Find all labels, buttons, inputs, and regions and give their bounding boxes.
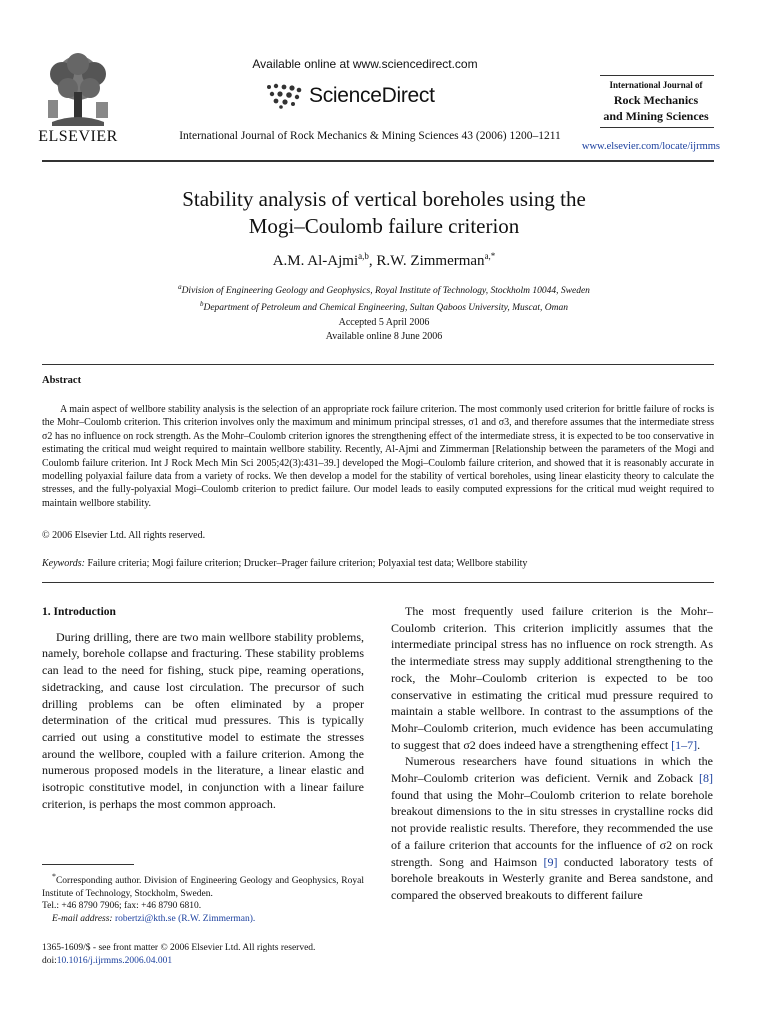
keywords-label: Keywords: — [42, 558, 85, 569]
affil-b-text: Department of Petroleum and Chemical Engineering, Sultan Qaboos University, Muscat, Oman — [203, 303, 569, 314]
abstract-top-rule — [42, 364, 714, 365]
author-1-affil: a,b — [358, 251, 369, 261]
footnote-tel: Tel.: +46 8790 7906; fax: +46 8790 6810. — [42, 901, 202, 912]
footnote-corresponding — [42, 871, 364, 900]
header-rule — [42, 160, 714, 162]
article-dates — [60, 316, 708, 344]
affiliation-b — [60, 298, 708, 315]
available-online-text: Available online at www.sciencedirect.com — [252, 57, 478, 71]
affil-b-mark: b — [199, 300, 204, 309]
journal-box — [592, 80, 720, 124]
abstract-text: A main aspect of wellbore stability analysis is the selection of an appropriate rock failure criterion. The most commonly used criterion for brittle failure of rocks is the Mohr–Coulomb criterion. This criterion involves only the maximum and minimum principal stresses, σ1 and σ3, and therefore assumes that the intermediate stress σ2 has no influence on rock strength. As the Mohr–Coulomb criterion ignores the strengthening effect of the intermediate stress, it is expected to be too conservative in estimating the critical mud weight required to maintain wellbore stability. Recently, Al-Ajmi and Zimmerman [Relationship between the parameters of the Mogi and Coulomb failure criterion. Int J Rock Mech Min Sci 2005;42(3):431–39.] developed the Mogi–Coulomb failure criterion, and showed that it is reasonably accurate in modelling polyaxial failure data from a variety of rocks. We then develop a model for the stability of vertical boreholes, using linear elasticity theory to calculate the stresses, and the fully-polyaxial Mogi–Coulomb criterion to predict failure. Our model leads to easily computed expressions for the critical mud weight required to maintain wellbore stability. — [42, 404, 714, 509]
para3-text-b: found that using the Mohr–Coulomb criterion to relate borehole breakout dimensions to the in situ stresses in crystalline rocks did not provide realistic results. Therefore, they recommended the use of a failure criterion that accounts for the influence of σ2 on rock strength. Song and Haimson — [391, 787, 713, 869]
reference-link-8[interactable]: [8] — [699, 771, 713, 786]
journal-name-line2: and Mining Sciences — [603, 109, 709, 123]
affiliation-a — [60, 281, 708, 298]
abstract-copyright: © 2006 Elsevier Ltd. All rights reserved. — [42, 530, 206, 541]
footnote-text: Corresponding author. Division of Engineering Geology and Geophysics, Royal Institute of Technology, Stockholm, Sweden. — [42, 876, 364, 899]
accepted-date: Accepted 5 April 2006 — [338, 317, 430, 328]
journal-box-name — [592, 92, 720, 124]
journal-url-link[interactable]: www.elsevier.com/locate/ijrmms — [581, 141, 720, 152]
author-2: R.W. Zimmerman — [376, 253, 485, 269]
journal-box-small: International Journal of — [609, 80, 703, 90]
reference-link-1-7[interactable]: [1–7] — [671, 737, 698, 752]
title-line1: Stability analysis of vertical boreholes using the — [182, 187, 586, 211]
footnote — [42, 871, 364, 926]
para2-end: . — [697, 737, 701, 752]
abstract-heading: Abstract — [42, 375, 82, 386]
email-link[interactable]: robertzi@kth.se (R.W. Zimmerman). — [112, 913, 256, 924]
author-list — [60, 251, 708, 270]
author-1: A.M. Al-Ajmi — [272, 253, 359, 269]
issn-line: 1365-1609/$ - see front matter © 2006 Elsevier Ltd. All rights reserved. — [42, 943, 316, 953]
intro-paragraph-2 — [391, 603, 713, 753]
keywords-list: Failure criteria; Mogi failure criterion; Drucker–Prager failure criterion; Polyaxial test data; Wellbore stability — [84, 558, 528, 569]
para3-text-c: conducted laboratory tests of borehole breakouts in Westerly granite and Berea sandstone, and compared the observed breakouts to different failure — [391, 854, 713, 902]
doi-line — [42, 955, 364, 968]
journal-citation-line: International Journal of Rock Mechanics & Mining Sciences 43 (2006) 1200–1211 — [179, 130, 561, 142]
keywords — [42, 558, 714, 569]
intro-paragraph-3 — [391, 753, 713, 903]
author-2-affil: a,* — [484, 251, 496, 261]
email-label: E-mail address: — [52, 913, 113, 924]
abstract-bottom-rule — [42, 582, 714, 583]
footnote-email — [42, 913, 364, 926]
elsevier-tree-logo — [38, 52, 118, 128]
article-title — [60, 186, 708, 240]
publisher-name: ELSEVIER — [38, 128, 118, 145]
affiliations — [60, 281, 708, 315]
journal-box-bottom-rule — [600, 127, 714, 128]
footnote-star: * — [52, 872, 56, 881]
reference-link-9[interactable]: [9] — [543, 854, 558, 869]
para2-text: The most frequently used failure criterion is the Mohr–Coulomb criterion. This criterion implicitly assumes that the intermediate principal stress has no influence on rock strength. As the intermediate stress may supply additional strengthening to the rock, the Mohr–Coulomb criterion is expected to be too conservative in estimating the critical mud pressure required to maintain a stable wellbore. In contrast to the assumptions of the Mohr–Coulomb criterion, much evidence has been accumulating to suggest that σ2 does indeed have a strengthening effect — [391, 604, 713, 752]
sciencedirect-logo — [265, 80, 435, 112]
right-column — [391, 603, 713, 904]
para3-text-a: Numerous researchers have found situations in which the Mohr–Coulomb criterion was deficient. Vernik and Zoback — [391, 754, 713, 786]
intro-paragraph-1: During drilling, there are two main wellbore stability problems, namely, borehole collapse and fracturing. These stability problems can lead to the need for fishing, stuck pipe, reaming operations, sidetracking, and cause lost circulation. The precursor of such drilling problems can be often eliminated by a proper determination of the critical mud pressures. This is typically carried out using a constitutive model to estimate the stresses around the wellbore, coupled with a failure criterion. Among the numerous proposed models in the literature, a linear elastic and isotropic constitutive model, in conjunction with a linear failure criterion, is perhaps the most common approach. — [42, 629, 364, 811]
footnote-rule — [42, 864, 134, 865]
doi-link[interactable]: 10.1016/j.ijrmms.2006.04.001 — [56, 956, 173, 966]
affil-a-text: Division of Engineering Geology and Geophysics, Royal Institute of Technology, Stockholm 10044, Sweden — [181, 286, 590, 297]
sciencedirect-dots-icon — [265, 83, 303, 109]
title-line2: Mogi–Coulomb failure criterion — [248, 214, 520, 238]
journal-box-top-rule — [600, 75, 714, 76]
front-matter — [42, 942, 364, 968]
left-column — [42, 604, 364, 812]
section-heading-introduction: 1. Introduction — [42, 606, 116, 618]
author-separator: , — [368, 253, 377, 269]
journal-name-line1: Rock Mechanics — [613, 93, 699, 107]
affil-a-mark: a — [178, 283, 182, 291]
available-date: Available online 8 June 2006 — [325, 331, 443, 342]
doi-label: doi: — [42, 956, 57, 966]
sciencedirect-wordmark: ScienceDirect — [309, 84, 435, 107]
